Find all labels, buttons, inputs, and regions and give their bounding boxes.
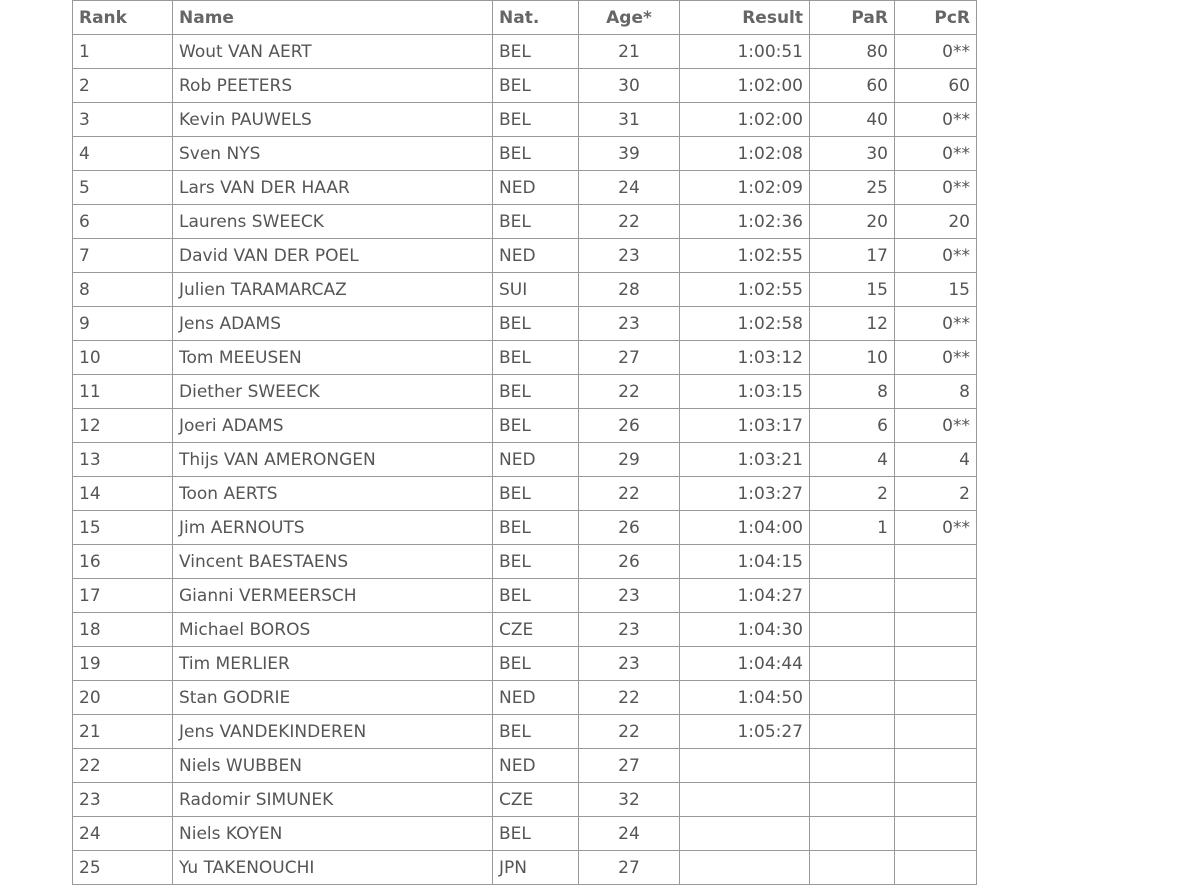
cell-age: 28 bbox=[579, 273, 680, 307]
table-row bbox=[73, 715, 977, 749]
cell-nationality: BEL bbox=[493, 69, 579, 103]
cell-pcr: 0** bbox=[895, 307, 977, 341]
cell-nationality: BEL bbox=[493, 579, 579, 613]
cell-par bbox=[810, 783, 895, 817]
table-row bbox=[73, 341, 977, 375]
cell-pcr: 4 bbox=[895, 443, 977, 477]
cell-rider-name: Wout VAN AERT bbox=[173, 35, 493, 69]
cell-par: 1 bbox=[810, 511, 895, 545]
cell-result: 1:04:00 bbox=[680, 511, 810, 545]
cell-rider-name: Laurens SWEECK bbox=[173, 205, 493, 239]
cell-pcr bbox=[895, 545, 977, 579]
cell-rank: 7 bbox=[73, 239, 173, 273]
table-row bbox=[73, 171, 977, 205]
cell-result: 1:02:36 bbox=[680, 205, 810, 239]
cell-nationality: NED bbox=[493, 749, 579, 783]
cell-nationality: BEL bbox=[493, 477, 579, 511]
cell-age: 27 bbox=[579, 341, 680, 375]
cell-nationality: BEL bbox=[493, 205, 579, 239]
cell-pcr: 0** bbox=[895, 239, 977, 273]
cell-pcr: 0** bbox=[895, 35, 977, 69]
cell-par: 40 bbox=[810, 103, 895, 137]
cell-rider-name: Thijs VAN AMERONGEN bbox=[173, 443, 493, 477]
cell-par bbox=[810, 715, 895, 749]
header-rank[interactable]: Rank bbox=[73, 1, 173, 35]
cell-par: 15 bbox=[810, 273, 895, 307]
cell-result: 1:04:15 bbox=[680, 545, 810, 579]
cell-nationality: CZE bbox=[493, 613, 579, 647]
cell-rank: 2 bbox=[73, 69, 173, 103]
cell-rider-name: Julien TARAMARCAZ bbox=[173, 273, 493, 307]
cell-rider-name: Diether SWEECK bbox=[173, 375, 493, 409]
cell-par bbox=[810, 749, 895, 783]
cell-nationality: BEL bbox=[493, 647, 579, 681]
cell-rank: 22 bbox=[73, 749, 173, 783]
cell-par: 10 bbox=[810, 341, 895, 375]
cell-rider-name: Vincent BAESTAENS bbox=[173, 545, 493, 579]
cell-pcr: 60 bbox=[895, 69, 977, 103]
cell-rank: 8 bbox=[73, 273, 173, 307]
cell-nationality: NED bbox=[493, 443, 579, 477]
cell-rider-name: Tom MEEUSEN bbox=[173, 341, 493, 375]
cell-pcr: 20 bbox=[895, 205, 977, 239]
cell-par: 20 bbox=[810, 205, 895, 239]
table-row bbox=[73, 647, 977, 681]
cell-rider-name: Jim AERNOUTS bbox=[173, 511, 493, 545]
cell-nationality: CZE bbox=[493, 783, 579, 817]
cell-rider-name: Niels KOYEN bbox=[173, 817, 493, 851]
cell-rider-name: Gianni VERMEERSCH bbox=[173, 579, 493, 613]
cell-rank: 3 bbox=[73, 103, 173, 137]
cell-nationality: BEL bbox=[493, 375, 579, 409]
cell-age: 24 bbox=[579, 171, 680, 205]
header-age[interactable]: Age* bbox=[579, 1, 680, 35]
cell-result: 1:05:27 bbox=[680, 715, 810, 749]
cell-result: 1:04:30 bbox=[680, 613, 810, 647]
cell-rider-name: David VAN DER POEL bbox=[173, 239, 493, 273]
cell-result: 1:03:21 bbox=[680, 443, 810, 477]
header-name[interactable]: Name bbox=[173, 1, 493, 35]
cell-rank: 21 bbox=[73, 715, 173, 749]
table-row bbox=[73, 817, 977, 851]
cell-par bbox=[810, 851, 895, 885]
cell-par: 25 bbox=[810, 171, 895, 205]
cell-rank: 17 bbox=[73, 579, 173, 613]
table-row bbox=[73, 477, 977, 511]
table-row bbox=[73, 69, 977, 103]
cell-rider-name: Sven NYS bbox=[173, 137, 493, 171]
cell-rank: 6 bbox=[73, 205, 173, 239]
cell-par bbox=[810, 681, 895, 715]
header-par[interactable]: PaR bbox=[810, 1, 895, 35]
cell-rider-name: Jens ADAMS bbox=[173, 307, 493, 341]
cell-age: 23 bbox=[579, 647, 680, 681]
table-row bbox=[73, 239, 977, 273]
header-nationality[interactable]: Nat. bbox=[493, 1, 579, 35]
cell-result: 1:02:00 bbox=[680, 103, 810, 137]
cell-rider-name: Toon AERTS bbox=[173, 477, 493, 511]
cell-age: 39 bbox=[579, 137, 680, 171]
cell-nationality: BEL bbox=[493, 35, 579, 69]
cell-rank: 4 bbox=[73, 137, 173, 171]
cell-nationality: NED bbox=[493, 239, 579, 273]
header-result[interactable]: Result bbox=[680, 1, 810, 35]
cell-result: 1:02:00 bbox=[680, 69, 810, 103]
cell-result: 1:02:55 bbox=[680, 273, 810, 307]
cell-nationality: NED bbox=[493, 171, 579, 205]
cell-result: 1:04:27 bbox=[680, 579, 810, 613]
cell-par bbox=[810, 817, 895, 851]
cell-age: 22 bbox=[579, 715, 680, 749]
table-row bbox=[73, 375, 977, 409]
cell-par: 6 bbox=[810, 409, 895, 443]
cell-result: 1:02:09 bbox=[680, 171, 810, 205]
cell-nationality: BEL bbox=[493, 715, 579, 749]
cell-age: 30 bbox=[579, 69, 680, 103]
cell-pcr bbox=[895, 681, 977, 715]
cell-par: 2 bbox=[810, 477, 895, 511]
table-row bbox=[73, 273, 977, 307]
cell-pcr bbox=[895, 613, 977, 647]
table-row bbox=[73, 205, 977, 239]
table-row bbox=[73, 409, 977, 443]
cell-result: 1:00:51 bbox=[680, 35, 810, 69]
cell-age: 27 bbox=[579, 749, 680, 783]
cell-par bbox=[810, 647, 895, 681]
cell-result: 1:03:12 bbox=[680, 341, 810, 375]
table-row bbox=[73, 137, 977, 171]
cell-age: 24 bbox=[579, 817, 680, 851]
cell-par: 30 bbox=[810, 137, 895, 171]
header-row bbox=[73, 1, 977, 35]
header-pcr[interactable]: PcR bbox=[895, 1, 977, 35]
cell-rank: 11 bbox=[73, 375, 173, 409]
cell-pcr: 8 bbox=[895, 375, 977, 409]
cell-par bbox=[810, 545, 895, 579]
cell-par: 60 bbox=[810, 69, 895, 103]
cell-pcr bbox=[895, 749, 977, 783]
cell-pcr: 0** bbox=[895, 171, 977, 205]
cell-rank: 24 bbox=[73, 817, 173, 851]
cell-nationality: NED bbox=[493, 681, 579, 715]
table-row bbox=[73, 511, 977, 545]
cell-nationality: JPN bbox=[493, 851, 579, 885]
cell-rider-name: Michael BOROS bbox=[173, 613, 493, 647]
cell-result: 1:04:50 bbox=[680, 681, 810, 715]
table-row bbox=[73, 681, 977, 715]
cell-nationality: BEL bbox=[493, 341, 579, 375]
table-header bbox=[73, 1, 977, 35]
cell-age: 22 bbox=[579, 681, 680, 715]
cell-pcr: 0** bbox=[895, 511, 977, 545]
cell-age: 22 bbox=[579, 375, 680, 409]
cell-pcr: 0** bbox=[895, 341, 977, 375]
cell-rank: 20 bbox=[73, 681, 173, 715]
cell-age: 22 bbox=[579, 205, 680, 239]
cell-pcr: 2 bbox=[895, 477, 977, 511]
cell-result bbox=[680, 783, 810, 817]
cell-nationality: BEL bbox=[493, 307, 579, 341]
table-row bbox=[73, 749, 977, 783]
cell-rank: 9 bbox=[73, 307, 173, 341]
cell-result: 1:03:27 bbox=[680, 477, 810, 511]
cell-pcr bbox=[895, 851, 977, 885]
cell-rider-name: Joeri ADAMS bbox=[173, 409, 493, 443]
cell-rank: 16 bbox=[73, 545, 173, 579]
cell-result: 1:04:44 bbox=[680, 647, 810, 681]
cell-rank: 18 bbox=[73, 613, 173, 647]
cell-rank: 10 bbox=[73, 341, 173, 375]
cell-rank: 5 bbox=[73, 171, 173, 205]
cell-pcr: 0** bbox=[895, 409, 977, 443]
cell-nationality: SUI bbox=[493, 273, 579, 307]
cell-result bbox=[680, 851, 810, 885]
cell-rider-name: Radomir SIMUNEK bbox=[173, 783, 493, 817]
cell-age: 23 bbox=[579, 579, 680, 613]
cell-rank: 25 bbox=[73, 851, 173, 885]
table-row bbox=[73, 783, 977, 817]
cell-result: 1:03:15 bbox=[680, 375, 810, 409]
cell-age: 23 bbox=[579, 613, 680, 647]
cell-rider-name: Yu TAKENOUCHI bbox=[173, 851, 493, 885]
cell-nationality: BEL bbox=[493, 103, 579, 137]
table-row bbox=[73, 579, 977, 613]
results-table bbox=[72, 0, 977, 885]
cell-rider-name: Stan GODRIE bbox=[173, 681, 493, 715]
table-row bbox=[73, 307, 977, 341]
cell-rank: 23 bbox=[73, 783, 173, 817]
cell-age: 27 bbox=[579, 851, 680, 885]
cell-pcr bbox=[895, 817, 977, 851]
cell-rank: 19 bbox=[73, 647, 173, 681]
cell-age: 29 bbox=[579, 443, 680, 477]
cell-rank: 12 bbox=[73, 409, 173, 443]
cell-pcr: 0** bbox=[895, 137, 977, 171]
cell-rider-name: Niels WUBBEN bbox=[173, 749, 493, 783]
cell-nationality: BEL bbox=[493, 817, 579, 851]
cell-age: 32 bbox=[579, 783, 680, 817]
cell-par: 17 bbox=[810, 239, 895, 273]
cell-age: 31 bbox=[579, 103, 680, 137]
cell-result: 1:03:17 bbox=[680, 409, 810, 443]
cell-rank: 15 bbox=[73, 511, 173, 545]
cell-result bbox=[680, 817, 810, 851]
cell-nationality: BEL bbox=[493, 545, 579, 579]
cell-pcr: 15 bbox=[895, 273, 977, 307]
cell-result: 1:02:08 bbox=[680, 137, 810, 171]
cell-par: 80 bbox=[810, 35, 895, 69]
table-row bbox=[73, 35, 977, 69]
cell-rider-name: Rob PEETERS bbox=[173, 69, 493, 103]
cell-pcr bbox=[895, 579, 977, 613]
cell-pcr bbox=[895, 647, 977, 681]
cell-age: 23 bbox=[579, 307, 680, 341]
cell-par bbox=[810, 613, 895, 647]
cell-rank: 13 bbox=[73, 443, 173, 477]
cell-nationality: BEL bbox=[493, 137, 579, 171]
cell-par: 4 bbox=[810, 443, 895, 477]
cell-nationality: BEL bbox=[493, 409, 579, 443]
cell-pcr bbox=[895, 783, 977, 817]
cell-result: 1:02:58 bbox=[680, 307, 810, 341]
cell-rider-name: Kevin PAUWELS bbox=[173, 103, 493, 137]
cell-rank: 14 bbox=[73, 477, 173, 511]
table-row bbox=[73, 443, 977, 477]
cell-age: 26 bbox=[579, 409, 680, 443]
cell-pcr bbox=[895, 715, 977, 749]
cell-par: 12 bbox=[810, 307, 895, 341]
cell-age: 26 bbox=[579, 545, 680, 579]
cell-rider-name: Tim MERLIER bbox=[173, 647, 493, 681]
table-row bbox=[73, 613, 977, 647]
table-row bbox=[73, 545, 977, 579]
cell-par bbox=[810, 579, 895, 613]
table-row bbox=[73, 851, 977, 885]
cell-rank: 1 bbox=[73, 35, 173, 69]
cell-age: 23 bbox=[579, 239, 680, 273]
cell-result: 1:02:55 bbox=[680, 239, 810, 273]
cell-age: 26 bbox=[579, 511, 680, 545]
cell-age: 22 bbox=[579, 477, 680, 511]
cell-nationality: BEL bbox=[493, 511, 579, 545]
cell-age: 21 bbox=[579, 35, 680, 69]
cell-result bbox=[680, 749, 810, 783]
table-body bbox=[73, 35, 977, 885]
cell-par: 8 bbox=[810, 375, 895, 409]
cell-pcr: 0** bbox=[895, 103, 977, 137]
cell-rider-name: Jens VANDEKINDEREN bbox=[173, 715, 493, 749]
cell-rider-name: Lars VAN DER HAAR bbox=[173, 171, 493, 205]
table-row bbox=[73, 103, 977, 137]
